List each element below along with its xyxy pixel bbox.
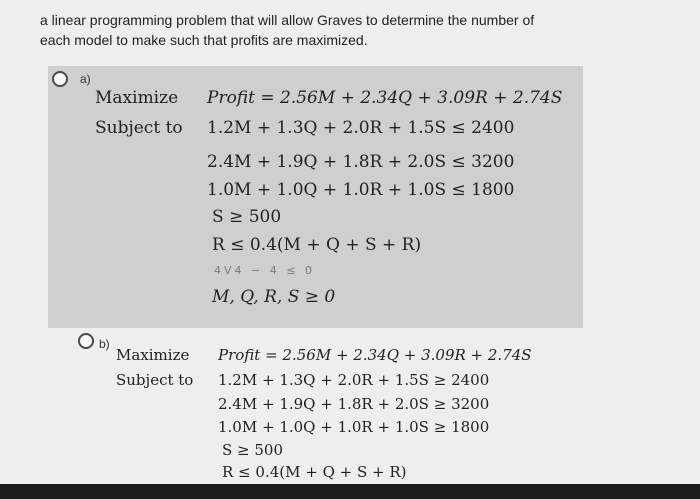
constraint-4: S ≥ 500 (212, 207, 282, 227)
constraint-3: 1.0M + 1.0Q + 1.0R + 1.0S ≤ 1800 (207, 180, 515, 200)
subject-to-label: Subject to (116, 371, 194, 389)
constraint-2: 2.4M + 1.9Q + 1.8R + 2.0S ≤ 3200 (207, 152, 515, 172)
constraint-1: 1.2M + 1.3Q + 2.0R + 1.5S ≥ 2400 (218, 371, 490, 389)
bottom-bar (0, 484, 700, 499)
option-b-letter: b) (99, 337, 110, 351)
option-a-letter: a) (80, 72, 91, 86)
constraint-1: 1.2M + 1.3Q + 2.0R + 1.5S ≤ 2400 (207, 118, 515, 138)
option-a-radio[interactable] (52, 71, 68, 87)
constraint-5: R ≤ 0.4(M + Q + S + R) (222, 463, 407, 481)
objective-function: Profit = 2.56M + 2.34Q + 3.09R + 2.74S (218, 346, 532, 364)
constraint-3: 1.0M + 1.0Q + 1.0R + 1.0S ≥ 1800 (218, 418, 490, 436)
constraint-5: R ≤ 0.4(M + Q + S + R) (212, 235, 422, 255)
option-b-radio[interactable] (78, 333, 94, 349)
question-line-1: a linear programming problem that will allow Graves to determine the number of (40, 12, 535, 28)
question-line-2: each model to make such that profits are maximized. (40, 32, 368, 48)
subject-to-label: Subject to (95, 118, 183, 138)
maximize-label: Maximize (116, 346, 190, 364)
nonnegativity-constraint: M, Q, R, S ≥ 0 (212, 287, 336, 307)
question-text (40, 10, 680, 50)
maximize-label: Maximize (95, 88, 179, 108)
handwritten-scribble: 4V4 − 4 ≤ 0 (214, 264, 315, 277)
objective-function: Profit = 2.56M + 2.34Q + 3.09R + 2.74S (207, 88, 563, 108)
constraint-2: 2.4M + 1.9Q + 1.8R + 2.0S ≥ 3200 (218, 395, 490, 413)
constraint-4: S ≥ 500 (222, 441, 284, 459)
